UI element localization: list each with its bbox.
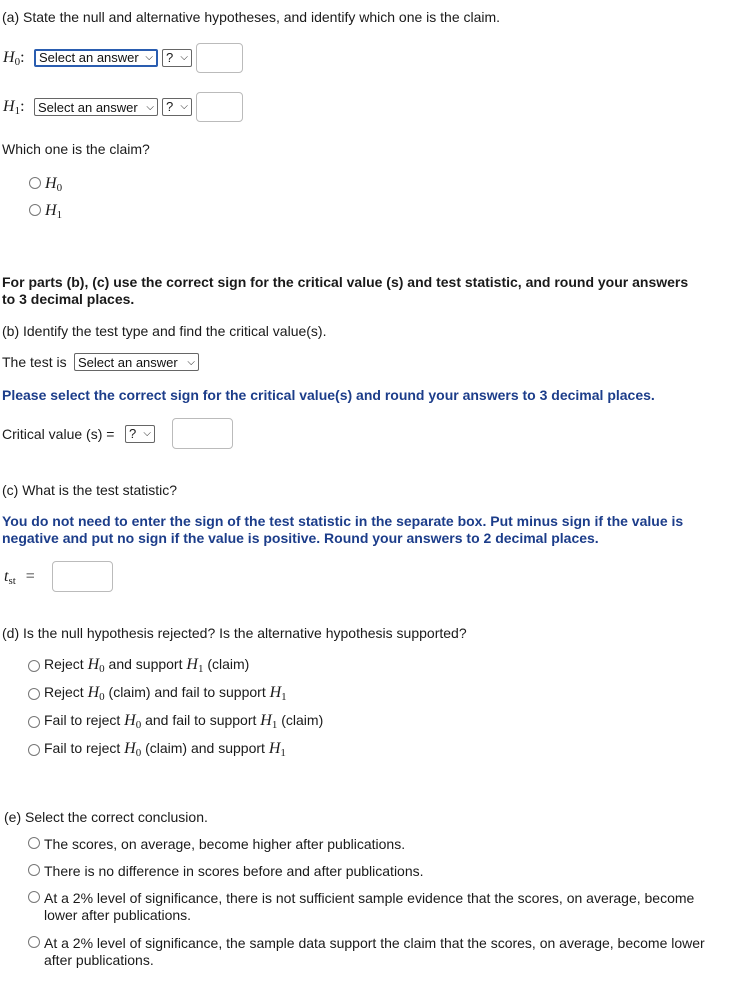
instructions-bc: For parts (b), (c) use the correct sign for the critical value (s) and test statistic, and round your answers to 3 decimal places.: [2, 274, 689, 307]
chevron-down-icon: ⌵: [146, 102, 154, 113]
h1-label: $H_1$:: [3, 98, 25, 117]
part-e-heading: (e) Select the correct conclusion.: [4, 809, 208, 825]
decision-option-1: Reject $H_0$ and support $H_1$ (claim): [44, 656, 250, 675]
test-statistic-input[interactable]: [52, 561, 113, 592]
decision-radio-1[interactable]: [28, 660, 40, 672]
conclusion-radio-4[interactable]: [28, 936, 40, 948]
part-c-note: You do not need to enter the sign of the test statistic in the separate box. Put minus sign if the value is negative and put no sign if the value is positive. Round your answers to 2 decimal places.: [2, 513, 684, 546]
critical-sign-select[interactable]: ? ⌵: [125, 425, 155, 443]
part-b-note: Please select the correct sign for the critical value(s) and round your answers to 3 decimal places.: [2, 387, 655, 403]
conclusion-radio-2[interactable]: [28, 864, 40, 876]
h0-label: $H_0$:: [3, 49, 25, 68]
part-d-heading: (d) Is the null hypothesis rejected? Is the alternative hypothesis supported?: [2, 625, 467, 641]
chevron-down-icon: ⌵: [180, 101, 188, 112]
chevron-down-icon: ⌵: [145, 52, 153, 63]
decision-option-4: Fail to reject $H_0$ (claim) and support $H_1$: [44, 740, 286, 759]
conclusion-option-2: There is no difference in scores before and after publications.: [44, 863, 424, 879]
test-is-label: The test is: [2, 354, 67, 370]
decision-radio-3[interactable]: [28, 716, 40, 728]
critical-value-input[interactable]: [172, 418, 233, 449]
h0-value-input[interactable]: [196, 43, 243, 73]
part-b-heading: (b) Identify the test type and find the critical value(s).: [2, 323, 327, 339]
h1-sign-select[interactable]: ? ⌵: [162, 98, 192, 116]
decision-option-3: Fail to reject $H_0$ and fail to support $H_1$ (claim): [44, 712, 324, 731]
part-a-heading: (a) State the null and alternative hypotheses, and identify which one is the claim.: [2, 9, 501, 25]
conclusion-option-4: At a 2% level of significance, the sample data support the claim that the scores, on average, become lower after publications.: [44, 935, 705, 968]
h0-sign-select[interactable]: ? ⌵: [162, 49, 192, 67]
claim-option-h1: $H_1$: [45, 202, 63, 221]
conclusion-radio-3[interactable]: [28, 891, 40, 903]
test-statistic-label: $t_{st}$ =: [4, 568, 35, 587]
claim-radio-h1[interactable]: [29, 204, 41, 216]
decision-radio-4[interactable]: [28, 744, 40, 756]
decision-option-2: Reject $H_0$ (claim) and fail to support $H_1$: [44, 684, 287, 703]
conclusion-radio-1[interactable]: [28, 837, 40, 849]
claim-option-h0: $H_0$: [45, 175, 63, 194]
decision-radio-2[interactable]: [28, 688, 40, 700]
h0-select[interactable]: Select an answer ⌵: [34, 49, 158, 67]
chevron-down-icon: ⌵: [180, 52, 188, 63]
chevron-down-icon: ⌵: [143, 428, 151, 439]
conclusion-option-3: At a 2% level of significance, there is not sufficient sample evidence that the scores, on average, become lower after publications.: [44, 890, 695, 923]
critical-value-label: Critical value (s) =: [2, 426, 115, 442]
h1-select[interactable]: Select an answer ⌵: [34, 98, 158, 116]
chevron-down-icon: ⌵: [187, 357, 195, 368]
part-c-heading: (c) What is the test statistic?: [2, 482, 178, 498]
test-type-select[interactable]: Select an answer ⌵: [74, 353, 199, 371]
claim-radio-h0[interactable]: [29, 177, 41, 189]
conclusion-option-1: The scores, on average, become higher after publications.: [44, 836, 406, 852]
claim-question: Which one is the claim?: [2, 141, 150, 157]
h1-value-input[interactable]: [196, 92, 243, 122]
